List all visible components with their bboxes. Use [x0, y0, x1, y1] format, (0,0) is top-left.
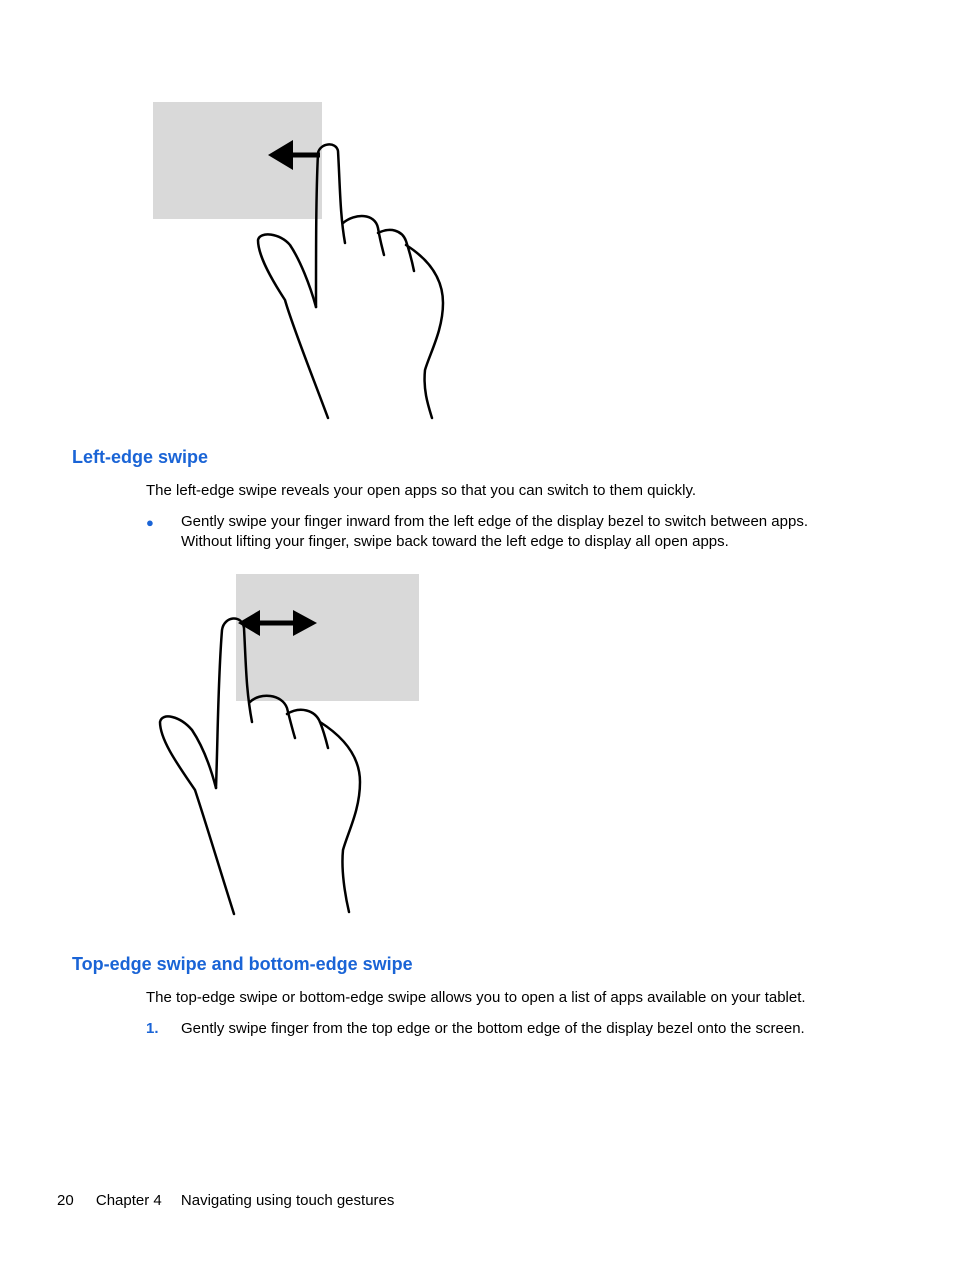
list-item-line: Gently swipe your finger inward from the left edge of the display bezel to switch between apps. [181, 513, 809, 530]
left-edge-swipe-description: The left-edge swipe reveals your open apps so that you can switch to them quickly. [146, 482, 697, 499]
screen-panel [236, 574, 419, 701]
chapter-label: Chapter 4 [95, 1192, 162, 1209]
list-item-line: Without lifting your finger, swipe back toward the left edge to display all open apps. [181, 532, 729, 550]
page-footer [57, 1192, 394, 1209]
section-heading-top-bottom-edge-swipe: Top-edge swipe and bottom-edge swipe [72, 954, 413, 974]
screen-panel [153, 102, 322, 219]
list-item-text: Gently swipe finger from the top edge or the bottom edge of the display bezel onto the screen. [181, 1020, 805, 1037]
bullet-icon: ● [146, 515, 154, 530]
top-bottom-edge-swipe-description: The top-edge swipe or bottom-edge swipe allows you to open a list of apps available on your tablet. [146, 989, 806, 1006]
list-item-text [181, 512, 901, 551]
page-number: 20 [57, 1192, 74, 1209]
swipe-left-gesture-illustration [140, 95, 460, 425]
swipe-in-and-back-gesture-illustration [150, 570, 430, 920]
step-number: 1. [146, 1020, 159, 1037]
chapter-title: Navigating using touch gestures [180, 1192, 395, 1209]
section-heading-left-edge-swipe: Left-edge swipe [72, 447, 209, 467]
